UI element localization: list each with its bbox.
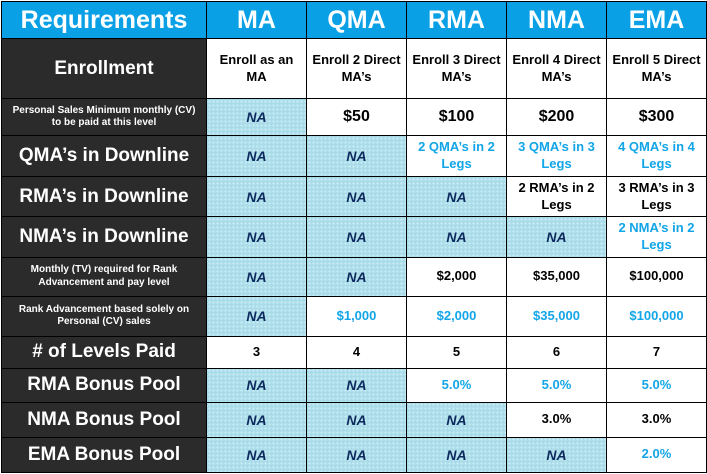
row-ema-pool <box>2 437 707 472</box>
header-qma: QMA <box>307 2 407 39</box>
cell-ema-pool-ema: 2.0% <box>607 437 707 472</box>
cell-nma-pool-ma: NA <box>207 402 307 437</box>
row-enrollment <box>2 39 707 99</box>
cell-ema-pool-rma: NA <box>407 437 507 472</box>
header-nma: NMA <box>507 2 607 39</box>
label-personal-sales: Personal Sales Minimum monthly (CV) to be paid at this level <box>2 99 207 136</box>
cell-rma-pool-qma: NA <box>307 368 407 402</box>
cell-rank-cv-nma: $35,000 <box>507 296 607 336</box>
cell-rma-downline-nma: 2 RMA’s in 2 Legs <box>507 177 607 217</box>
cell-nma-downline-nma: NA <box>507 217 607 257</box>
row-rank-cv <box>2 296 707 336</box>
requirements-table <box>1 1 707 473</box>
cell-qma-downline-ma: NA <box>207 136 307 177</box>
cell-nma-pool-ema: 3.0% <box>607 402 707 437</box>
cell-rma-pool-ema: 5.0% <box>607 368 707 402</box>
cell-monthly-tv-nma: $35,000 <box>507 257 607 296</box>
cell-levels-paid-rma: 5 <box>407 336 507 368</box>
header-rma: RMA <box>407 2 507 39</box>
cell-qma-downline-rma: 2 QMA’s in 2 Legs <box>407 136 507 177</box>
row-nma-pool <box>2 402 707 437</box>
label-enrollment: Enrollment <box>2 39 207 99</box>
cell-rma-downline-qma: NA <box>307 177 407 217</box>
cell-enrollment-ema: Enroll 5 Direct MA’s <box>607 39 707 99</box>
label-rma-downline: RMA’s in Downline <box>2 177 207 217</box>
cell-nma-downline-rma: NA <box>407 217 507 257</box>
label-nma-downline: NMA’s in Downline <box>2 217 207 257</box>
cell-rank-cv-qma: $1,000 <box>307 296 407 336</box>
row-monthly-tv <box>2 257 707 296</box>
cell-ema-pool-nma: NA <box>507 437 607 472</box>
header-requirements: Requirements <box>2 2 207 39</box>
cell-rma-pool-ma: NA <box>207 368 307 402</box>
cell-rank-cv-rma: $2,000 <box>407 296 507 336</box>
row-nma-downline <box>2 217 707 257</box>
cell-nma-downline-qma: NA <box>307 217 407 257</box>
cell-nma-pool-rma: NA <box>407 402 507 437</box>
cell-qma-downline-qma: NA <box>307 136 407 177</box>
cell-rma-pool-rma: 5.0% <box>407 368 507 402</box>
cell-enrollment-nma: Enroll 4 Direct MA’s <box>507 39 607 99</box>
row-rma-downline <box>2 177 707 217</box>
header-row <box>2 2 707 39</box>
label-ema-pool: EMA Bonus Pool <box>2 437 207 472</box>
label-qma-downline: QMA’s in Downline <box>2 136 207 177</box>
label-levels-paid: # of Levels Paid <box>2 336 207 368</box>
cell-levels-paid-nma: 6 <box>507 336 607 368</box>
cell-levels-paid-qma: 4 <box>307 336 407 368</box>
cell-personal-sales-nma: $200 <box>507 99 607 136</box>
header-ma: MA <box>207 2 307 39</box>
cell-personal-sales-ema: $300 <box>607 99 707 136</box>
row-levels-paid <box>2 336 707 368</box>
cell-monthly-tv-ma: NA <box>207 257 307 296</box>
label-monthly-tv: Monthly (TV) required for Rank Advancement and pay level <box>2 257 207 296</box>
cell-enrollment-qma: Enroll 2 Direct MA’s <box>307 39 407 99</box>
cell-ema-pool-qma: NA <box>307 437 407 472</box>
label-nma-pool: NMA Bonus Pool <box>2 402 207 437</box>
cell-monthly-tv-ema: $100,000 <box>607 257 707 296</box>
header-ema: EMA <box>607 2 707 39</box>
cell-personal-sales-ma: NA <box>207 99 307 136</box>
cell-monthly-tv-qma: NA <box>307 257 407 296</box>
row-qma-downline <box>2 136 707 177</box>
cell-personal-sales-qma: $50 <box>307 99 407 136</box>
cell-nma-pool-nma: 3.0% <box>507 402 607 437</box>
cell-nma-downline-ema: 2 NMA’s in 2 Legs <box>607 217 707 257</box>
cell-nma-downline-ma: NA <box>207 217 307 257</box>
cell-nma-pool-qma: NA <box>307 402 407 437</box>
row-rma-pool <box>2 368 707 402</box>
cell-levels-paid-ema: 7 <box>607 336 707 368</box>
cell-qma-downline-ema: 4 QMA’s in 4 Legs <box>607 136 707 177</box>
cell-enrollment-rma: Enroll 3 Direct MA’s <box>407 39 507 99</box>
cell-rma-downline-ema: 3 RMA’s in 3 Legs <box>607 177 707 217</box>
label-rank-cv: Rank Advancement based solely on Personal (CV) sales <box>2 296 207 336</box>
cell-personal-sales-rma: $100 <box>407 99 507 136</box>
cell-levels-paid-ma: 3 <box>207 336 307 368</box>
cell-rank-cv-ema: $100,000 <box>607 296 707 336</box>
row-personal-sales <box>2 99 707 136</box>
cell-rma-downline-ma: NA <box>207 177 307 217</box>
cell-rma-downline-rma: NA <box>407 177 507 217</box>
cell-enrollment-ma: Enroll as an MA <box>207 39 307 99</box>
cell-rank-cv-ma: NA <box>207 296 307 336</box>
cell-qma-downline-nma: 3 QMA’s in 3 Legs <box>507 136 607 177</box>
label-rma-pool: RMA Bonus Pool <box>2 368 207 402</box>
cell-ema-pool-ma: NA <box>207 437 307 472</box>
cell-rma-pool-nma: 5.0% <box>507 368 607 402</box>
cell-monthly-tv-rma: $2,000 <box>407 257 507 296</box>
